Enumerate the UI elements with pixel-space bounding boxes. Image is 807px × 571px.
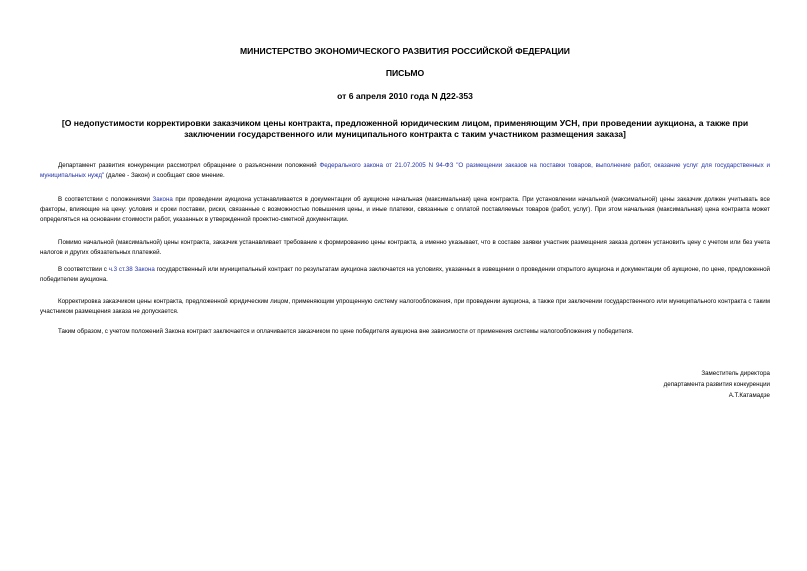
law-link[interactable]: Закона	[152, 196, 173, 203]
federal-law-link[interactable]: Федерального закона от 21.07.2005 N 94-ФЗ "О размещении заказов на поставки товаров, выполнение работ, оказание услуг для государственных и муниципальных нужд"	[40, 162, 770, 179]
paragraph-2-text-before: В соответствии с положениями	[58, 196, 153, 203]
paragraph-2-text-after: при проведении аукциона устанавливается в документации об аукционе начальная (максимальная) цена контракта. При установлении начальной (максимальной) цены заказчик должен учитывать все факторы, влияющие на цену: условия и сроки поставки, риски, связанные с возможностью повышения цены, и иные платежи, связанные с оплатой поставляемых товаров (работ, услуг). При этом начальная (максимальная) цена контракта может определяться на основании стоимости работ, указанных в утвержденной проектно-сметной документации.	[40, 196, 770, 223]
paragraph-1-text-after: (далее - Закон) и сообщает свое мнение.	[104, 172, 225, 179]
paragraph-4	[40, 265, 770, 285]
document-date-number: от 6 апреля 2010 года N Д22-353	[337, 91, 473, 101]
paragraph-4-text-after: государственный или муниципальный контракт по результатам аукциона заключается на условиях, указанных в извещении о проведении открытого аукциона и документации об аукционе, по цене, предложенной победителем аукциона.	[40, 266, 770, 283]
paragraph-2	[40, 195, 770, 225]
document-type: ПИСЬМО	[385, 68, 425, 78]
paragraph-4-text-before: В соответствии с	[58, 266, 109, 273]
ministry-name: МИНИСТЕРСТВО ЭКОНОМИЧЕСКОГО РАЗВИТИЯ РОССИЙСКОЙ ФЕДЕРАЦИИ	[240, 46, 570, 56]
signer-name: А.Т.Катамадзе	[728, 392, 770, 399]
document-title: [О недопустимости корректировки заказчиком цены контракта, предложенной юридическим лицом, применяющим УСН, при проведении аукциона, а также при заключении государственного или муниципального контракта с таким участником размещения заказа]	[61, 118, 749, 139]
paragraph-1	[40, 161, 770, 181]
paragraph-3: Помимо начальной (максимальной) цены контракта, заказчик устанавливает требование к формированию цены контракта, а именно указывает, что в составе заявки участник размещения заказа должен установить цену с учетом или без учета налогов и других обязательных платежей.	[40, 239, 770, 256]
paragraph-5: Корректировка заказчиком цены контракта, предложенной юридическим лицом, применяющим упрощенную систему налогообложения, при проведении аукциона, а также при заключении государственного или муниципального контракта с таким участником размещения заказа не допускается.	[40, 298, 770, 315]
document-page	[40, 0, 770, 571]
paragraph-6: Таким образом, с учетом положений Закона контракт заключается и оплачивается заказчиком по цене победителя аукциона вне зависимости от применения системы налогообложения у победителя.	[58, 328, 634, 335]
signer-department: департамента развития конкуренции	[663, 381, 770, 388]
signer-position: Заместитель директора	[701, 370, 770, 377]
article-38-link[interactable]: ч.3 ст.38 Закона	[108, 266, 155, 273]
signature-block	[664, 368, 770, 401]
paragraph-1-text-before: Департамент развития конкуренции рассмотрел обращение о разъяснении положений	[58, 162, 320, 169]
